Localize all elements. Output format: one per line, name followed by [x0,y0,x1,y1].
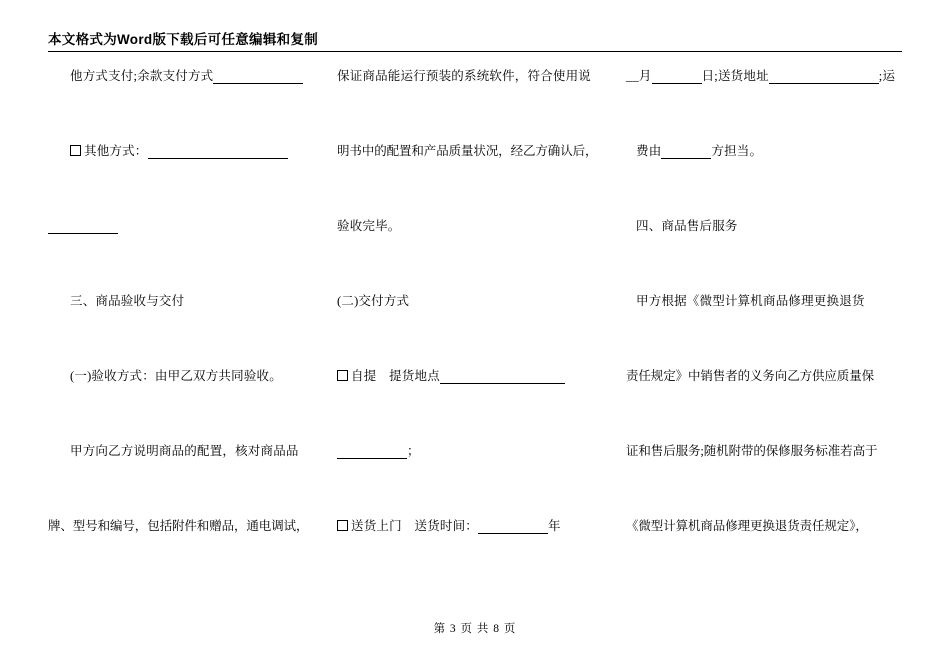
paragraph-line [626,218,902,293]
column-left [48,68,316,608]
paragraph-line [48,518,316,593]
paragraph-line [48,68,316,143]
line-text: 牌、型号和编号，包括附件和赠品，通电调试， [48,519,309,533]
line-text-suffix: 方担当。 [711,144,763,158]
line-text: 他方式支付;余款支付方式 [70,69,214,83]
column-right [626,68,902,608]
line-text: 其他方式： [84,144,148,158]
checkbox-icon[interactable] [337,370,348,381]
line-text: 送货上门 送货时间： [351,519,479,533]
text-columns [48,68,902,608]
line-text: 验收完毕。 [337,219,401,233]
page-header-note: 本文格式为Word版下载后可任意编辑和复制 [48,32,319,47]
checkbox-icon[interactable] [70,145,81,156]
fill-in-blank[interactable] [769,70,879,84]
paragraph-line [626,443,902,518]
paragraph-line [337,443,605,518]
line-text: 三、商品验收与交付 [70,294,185,308]
fill-in-blank[interactable] [337,445,407,459]
page-footer: 第 3 页 共 8 页 [433,623,517,635]
paragraph-line [337,218,605,293]
line-text: 责任规定》中销售者的义务向乙方供应质量保 [626,369,875,383]
line-text: 甲方根据《微型计算机商品修理更换退货 [636,294,865,308]
line-text: 自提 提货地点 [351,369,440,383]
paragraph-line [626,293,902,368]
header-divider [48,51,902,52]
fill-in-blank[interactable] [148,145,288,159]
line-text: 明书中的配置和产品质量状况，经乙方确认后， [337,144,598,158]
paragraph-line [626,143,902,218]
line-text: 证和售后服务;随机附带的保修服务标准若高于 [626,444,878,458]
paragraph-line [48,143,316,218]
paragraph-line [626,518,902,593]
paragraph-line [626,368,902,443]
line-text: __月 [626,69,652,83]
fill-in-blank[interactable] [48,220,118,234]
line-text: 甲方向乙方说明商品的配置，核对商品品 [70,444,299,458]
column-middle [337,68,605,608]
paragraph-line [337,68,605,143]
paragraph-line [337,143,605,218]
fill-in-blank[interactable] [440,370,565,384]
paragraph-line [48,218,316,293]
line-text: 保证商品能运行预装的系统软件，符合使用说 [337,69,592,83]
paragraph-line [48,443,316,518]
paragraph-line [337,293,605,368]
line-text-mid: 日;送货地址 [701,69,769,83]
line-text-suffix: ;运 [878,69,896,83]
fill-in-blank[interactable] [213,70,303,84]
fill-in-blank[interactable] [661,145,711,159]
line-text: 四、商品售后服务 [636,219,738,233]
fill-in-blank[interactable] [478,520,548,534]
line-text: (一)验收方式：由甲乙双方共同验收。 [70,369,282,383]
line-text: (二)交付方式 [337,294,410,308]
checkbox-icon[interactable] [337,520,348,531]
paragraph-line [337,518,605,593]
fill-in-blank[interactable] [652,70,702,84]
paragraph-line [626,68,902,143]
paragraph-line [48,293,316,368]
paragraph-line [48,368,316,443]
line-text: 费由 [636,144,662,158]
paragraph-line [337,368,605,443]
line-text-suffix: 年 [548,519,561,533]
line-text: 《微型计算机商品修理更换退货责任规定》， [626,519,868,533]
line-text: ； [407,444,420,458]
